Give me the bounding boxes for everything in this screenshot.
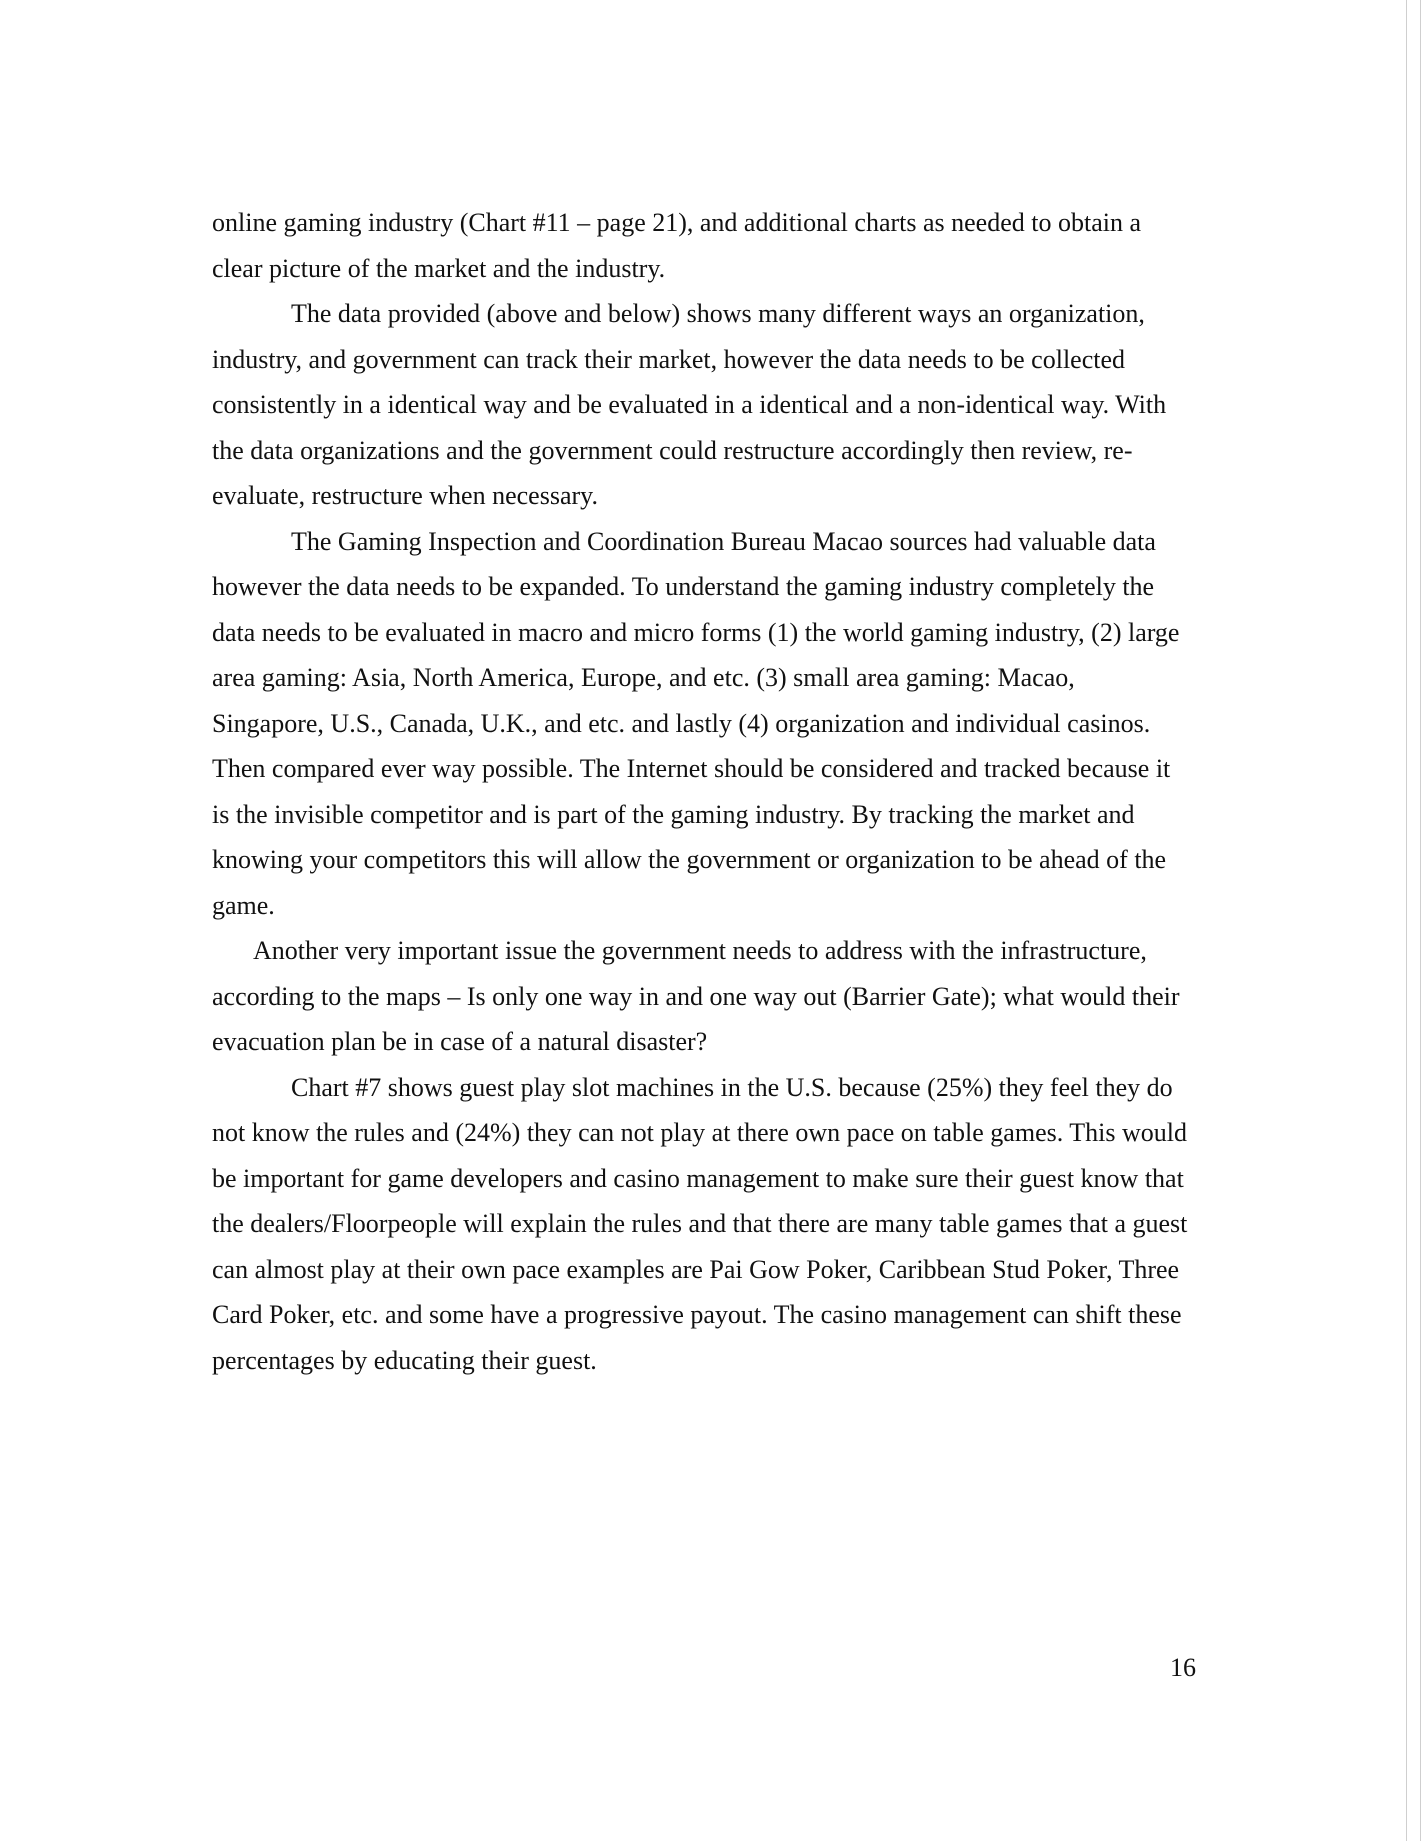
- text-line: percentages by educating their guest.: [212, 1345, 597, 1375]
- text-line: online gaming industry (Chart #11 – page 21), and additional charts as needed to obtain a: [212, 208, 1142, 237]
- text-line: industry, and government can track their market, however the data needs to be collected: [212, 344, 1126, 374]
- text-line: can almost play at their own pace examples are Pai Gow Poker, Caribbean Stud Poker, Three: [212, 1254, 1180, 1284]
- text-line: clear picture of the market and the industry.: [212, 253, 666, 283]
- text-line: evacuation plan be in case of a natural disaster?: [212, 1027, 708, 1056]
- paragraph-3: [212, 519, 1202, 929]
- text-line: evaluate, restructure when necessary.: [212, 481, 598, 510]
- text-line: The Gaming Inspection and Coordination Bureau Macao sources had valuable data: [291, 526, 1156, 556]
- document-body: [212, 200, 1202, 1383]
- text-line: the data organizations and the government could restructure accordingly then review, re-: [212, 435, 1133, 465]
- paragraph-1: [212, 200, 1202, 291]
- text-line: Card Poker, etc. and some have a progressive payout. The casino management can shift these: [212, 1300, 1182, 1329]
- text-line: data needs to be evaluated in macro and micro forms (1) the world gaming industry, (2) large: [212, 617, 1180, 647]
- text-line: Then compared ever way possible. The Internet should be considered and tracked because it: [212, 754, 1171, 783]
- text-line: knowing your competitors this will allow the government or organization to be ahead of the: [212, 845, 1167, 874]
- text-line: the dealers/Floorpeople will explain the rules and that there are many table games that a guest: [212, 1209, 1188, 1238]
- text-line: consistently in a identical way and be evaluated in a identical and a non-identical way. With: [212, 390, 1167, 419]
- text-line: is the invisible competitor and is part of the gaming industry. By tracking the market and: [212, 799, 1135, 829]
- paragraph-2: [212, 291, 1202, 519]
- text-line: Singapore, U.S., Canada, U.K., and etc. and lastly (4) organization and individual casinos.: [212, 708, 1151, 738]
- text-line: The data provided (above and below) shows many different ways an organization,: [291, 299, 1145, 328]
- text-line: game.: [212, 890, 275, 920]
- page-edge-line: [1406, 0, 1407, 1841]
- text-line: according to the maps – Is only one way in and one way out (Barrier Gate); what would their: [212, 981, 1180, 1011]
- text-line: Another very important issue the government needs to address with the infrastructure,: [253, 936, 1147, 965]
- text-line: Chart #7 shows guest play slot machines in the U.S. because (25%) they feel they do: [291, 1072, 1173, 1102]
- paragraph-5: [212, 1065, 1202, 1384]
- text-line: not know the rules and (24%) they can not play at there own pace on table games. This would: [212, 1118, 1187, 1147]
- text-line: however the data needs to be expanded. To understand the gaming industry completely the: [212, 572, 1155, 601]
- paragraph-4: [212, 928, 1202, 1065]
- text-line: be important for game developers and casino management to make sure their guest know that: [212, 1163, 1184, 1193]
- page-number: 16: [1170, 1653, 1196, 1682]
- text-line: area gaming: Asia, North America, Europe, and etc. (3) small area gaming: Macao,: [212, 663, 1075, 692]
